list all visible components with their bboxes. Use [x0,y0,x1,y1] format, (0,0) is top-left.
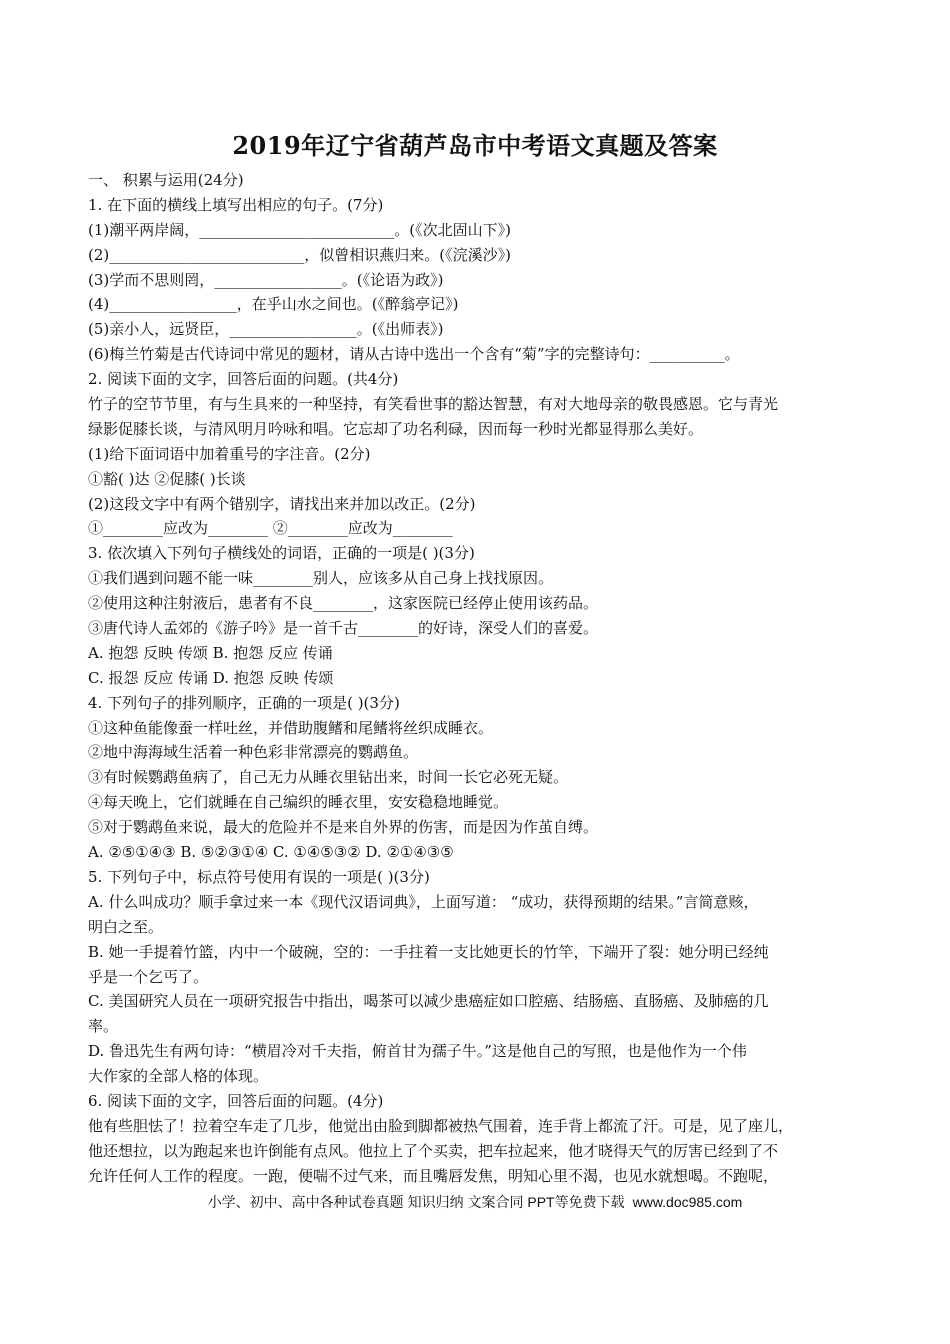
text-line: B. 她一手提着竹篮，内中一个破碗，空的：一手拄着一支比她更长的竹竿，下端开了裂：她分明已经纯 [88,942,769,961]
text-line: 他还想拉，以为跑起来也许倒能有点风。他拉上了个买卖，把车拉起来，他才晓得天气的厉害已经到了不 [88,1141,779,1160]
text-line: ⑤对于鹦鹉鱼来说，最大的危险并不是来自外界的伤害，而是因为作茧自缚。 [88,818,599,837]
footer [0,1192,950,1212]
document-body [88,168,868,1189]
text-line: (3)学而不思则罔，_________________。(《论语为政》) [88,270,444,289]
text-line: ④每天晚上，它们就睡在自己编织的睡衣里，安安稳稳地睡觉。 [88,793,509,812]
text-line: ③唐代诗人孟郊的《游子吟》是一首千古________的好诗，深受人们的喜爱。 [88,619,599,638]
text-line: ②使用这种注射液后，患者有不良________，这家医院已经停止使用该药品。 [88,594,599,613]
text-line: 2. 阅读下面的文字，回答后面的问题。(共4分) [88,370,399,389]
text-line: (1)给下面词语中加着重号的字注音。(2分) [88,444,371,463]
text-line: 5. 下列句子中，标点符号使用有误的一项是( )(3分) [88,867,430,886]
text-line: ②地中海海域生活着一种色彩非常漂亮的鹦鹉鱼。 [88,743,419,762]
text-line: 竹子的空节节里，有与生具来的一种坚持，有笑看世事的豁达智慧，有对大地母亲的敬畏感恩。它与青光 [88,395,779,414]
text-line: C. 报怨 反应 传诵 D. 抱怨 反映 传颂 [88,668,334,687]
text-line: D. 鲁迅先生有两句诗：“横眉冷对千夫指，俯首甘为孺子牛。”这是他自己的写照，也是他作为一个伟 [88,1042,747,1061]
text-line: 大作家的全部人格的体现。 [88,1067,269,1086]
text-line: 率。 [88,1017,119,1036]
text-line: ①我们遇到问题不能一味________别人，应该多从自己身上找找原因。 [88,569,554,588]
text-line: A. 抱怨 反映 传颂 B. 抱怨 反应 传诵 [88,643,333,662]
text-line: 绿影促膝长谈，与清风明月吟咏和唱。它忘却了功名利碌，因而每一秒时光都显得那么美好。 [88,419,704,438]
footer-url[interactable]: www.doc985.com [632,1194,743,1210]
text-line: ①这种鱼能像蚕一样吐丝，并借助腹鳍和尾鳍将丝织成睡衣。 [88,718,494,737]
text-line: 6. 阅读下面的文字，回答后面的问题。(4分) [88,1091,384,1110]
text-line: 一、 积累与运用(24分) [88,171,244,189]
page-title: 2019年辽宁省葫芦岛市中考语文真题及答案 [232,131,718,160]
footer-text: 小学、初中、高中各种试卷真题 知识归纳 文案合同 PPT等免费下载 [207,1194,625,1210]
text-line: A. ②⑤①④③ B. ⑤②③①④ C. ①④⑤③② D. ②①④③⑤ [88,843,454,862]
text-line: ①________应改为________ ②________应改为________ [88,519,453,538]
text-line: (1)潮平两岸阔，__________________________。(《次北固山下》) [88,220,511,239]
text-line: ①豁( )达 ②促膝( )长谈 [88,469,246,488]
text-line: 乎是一个乞丐了。 [88,967,209,986]
text-line: 1. 在下面的横线上填写出相应的句子。(7分) [88,195,384,214]
text-line: 3. 依次填入下列句子横线处的词语，正确的一项是( )(3分) [88,544,475,563]
text-line: (2)__________________________，似曾相识燕归来。(《浣溪沙》) [88,245,511,264]
text-line: C. 美国研究人员在一项研究报告中指出，喝茶可以减少患癌症如口腔癌、结肠癌、直肠癌、及肺癌的几 [88,992,769,1011]
text-line: 4. 下列句子的排列顺序，正确的一项是( )(3分) [88,693,400,712]
text-line: A. 什么叫成功？顺手拿过来一本《现代汉语词典》，上面写道： “成功，获得预期的结果。”言简意赅， [88,892,759,911]
text-line: 明白之至。 [88,917,164,936]
text-line: (6)梅兰竹菊是古代诗词中常见的题材，请从古诗中选出一个含有“菊”字的完整诗句：__________。 [88,345,740,364]
text-line: (5)亲小人，远贤臣，_________________。(《出师表》) [88,320,444,339]
text-line: (2)这段文字中有两个错别字，请找出来并加以改正。(2分) [88,494,476,513]
text-line: ③有时候鹦鹉鱼病了，自己无力从睡衣里钻出来，时间一长它必死无疑。 [88,768,569,787]
text-line: 他有些胆怯了！拉着空车走了几步，他觉出由脸到脚都被热气围着，连手背上都流了汗。可是，见了座儿， [88,1116,794,1135]
text-line: 允许任何人工作的程度。一跑，便喘不过气来，而且嘴唇发焦，明知心里不渴，也见水就想喝。不跑呢， [88,1166,779,1185]
text-line: (4)_________________，在乎山水之间也。(《醉翁亭记》) [88,295,459,314]
